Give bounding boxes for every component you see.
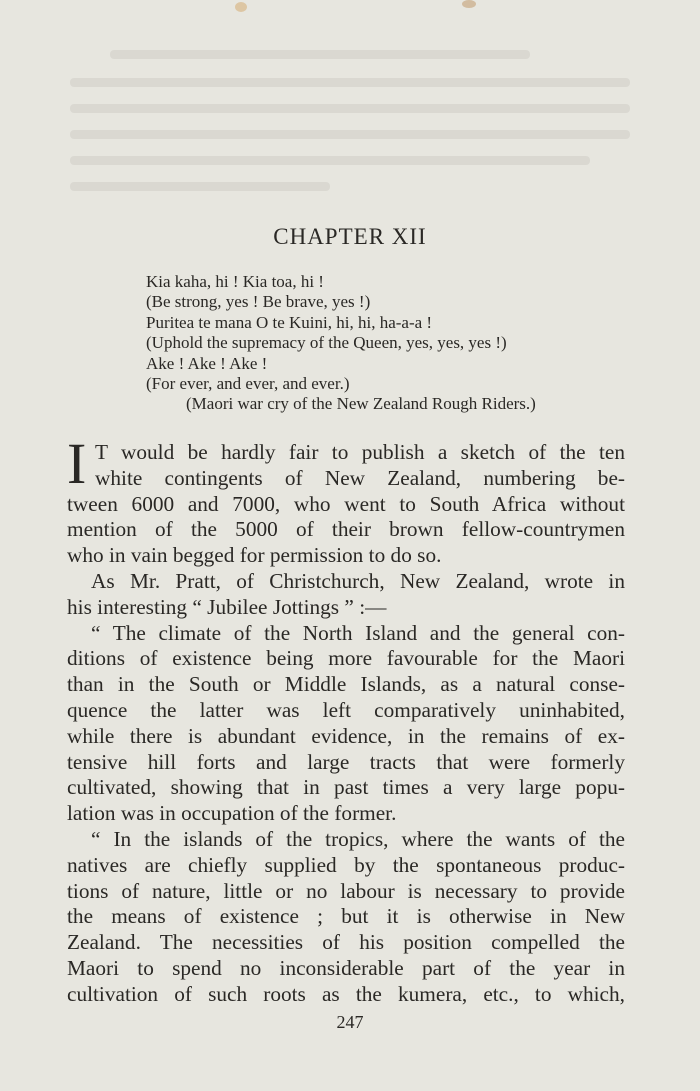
- text-line: cultivation of such roots as the kumera, etc., to which,: [67, 981, 625, 1006]
- drop-cap: I: [67, 431, 87, 496]
- text-line: mention of the 5000 of their brown fellow-countrymen: [67, 517, 625, 542]
- text-line: white contingents of New Zealand, numbering be-: [95, 465, 625, 490]
- text-line: quence the latter was left comparatively uninhabited,: [67, 697, 625, 722]
- bleed-through-text: [0, 0, 700, 230]
- text-line: “ The climate of the North Island and the general con-: [91, 620, 625, 645]
- body-text: [67, 431, 625, 1008]
- epigraph-line: (Be strong, yes ! Be brave, yes !): [146, 292, 371, 312]
- text-line: As Mr. Pratt, of Christchurch, New Zealand, wrote in: [91, 568, 625, 593]
- text-line: natives are chiefly supplied by the spontaneous produc-: [67, 852, 625, 877]
- text-line: “ In the islands of the tropics, where the wants of the: [91, 826, 625, 851]
- text-line: the means of existence ; but it is otherwise in New: [67, 904, 625, 929]
- epigraph: [146, 272, 630, 415]
- text-line: tween 6000 and 7000, who went to South Africa without: [67, 491, 625, 516]
- text-line: ditions of existence being more favourable for the Maori: [67, 646, 625, 671]
- epigraph-line: Ake ! Ake ! Ake !: [146, 353, 268, 373]
- paragraph: [67, 621, 625, 827]
- text-line: tions of nature, little or no labour is necessary to provide: [67, 878, 625, 903]
- text-line: T would be hardly fair to publish a sketch of the ten: [95, 440, 625, 464]
- text-line: his interesting “ Jubilee Jottings ” :—: [67, 594, 387, 619]
- page-number: 247: [336, 1012, 364, 1032]
- paper-stain: [462, 0, 476, 8]
- text-line: tensive hill forts and large tracts that were formerly: [67, 749, 625, 774]
- text-line: who in vain begged for permission to do so.: [67, 543, 442, 568]
- paragraph: [67, 827, 625, 1008]
- chapter-heading: CHAPTER XII: [273, 224, 427, 249]
- paragraph: [67, 569, 625, 621]
- paragraph: [67, 431, 625, 569]
- text-line: while there is abundant evidence, in the remains of ex-: [67, 723, 625, 748]
- epigraph-attribution: (Maori war cry of the New Zealand Rough Riders.): [186, 394, 536, 414]
- epigraph-line: Kia kaha, hi ! Kia toa, hi !: [146, 272, 324, 291]
- text-line: lation was in occupation of the former.: [67, 801, 397, 826]
- epigraph-line: (Uphold the supremacy of the Queen, yes, yes, yes !): [146, 333, 507, 353]
- epigraph-line: (For ever, and ever, and ever.): [146, 374, 350, 394]
- text-line: Zealand. The necessities of his position compelled the: [67, 930, 625, 955]
- epigraph-line: Puritea te mana O te Kuini, hi, hi, ha-a-a !: [146, 312, 433, 332]
- text-line: than in the South or Middle Islands, as a natural conse-: [67, 672, 625, 697]
- text-line: Maori to spend no inconsiderable part of the year in: [67, 955, 625, 980]
- text-line: cultivated, showing that in past times a very large popu-: [67, 775, 625, 800]
- paper-stain: [235, 2, 247, 12]
